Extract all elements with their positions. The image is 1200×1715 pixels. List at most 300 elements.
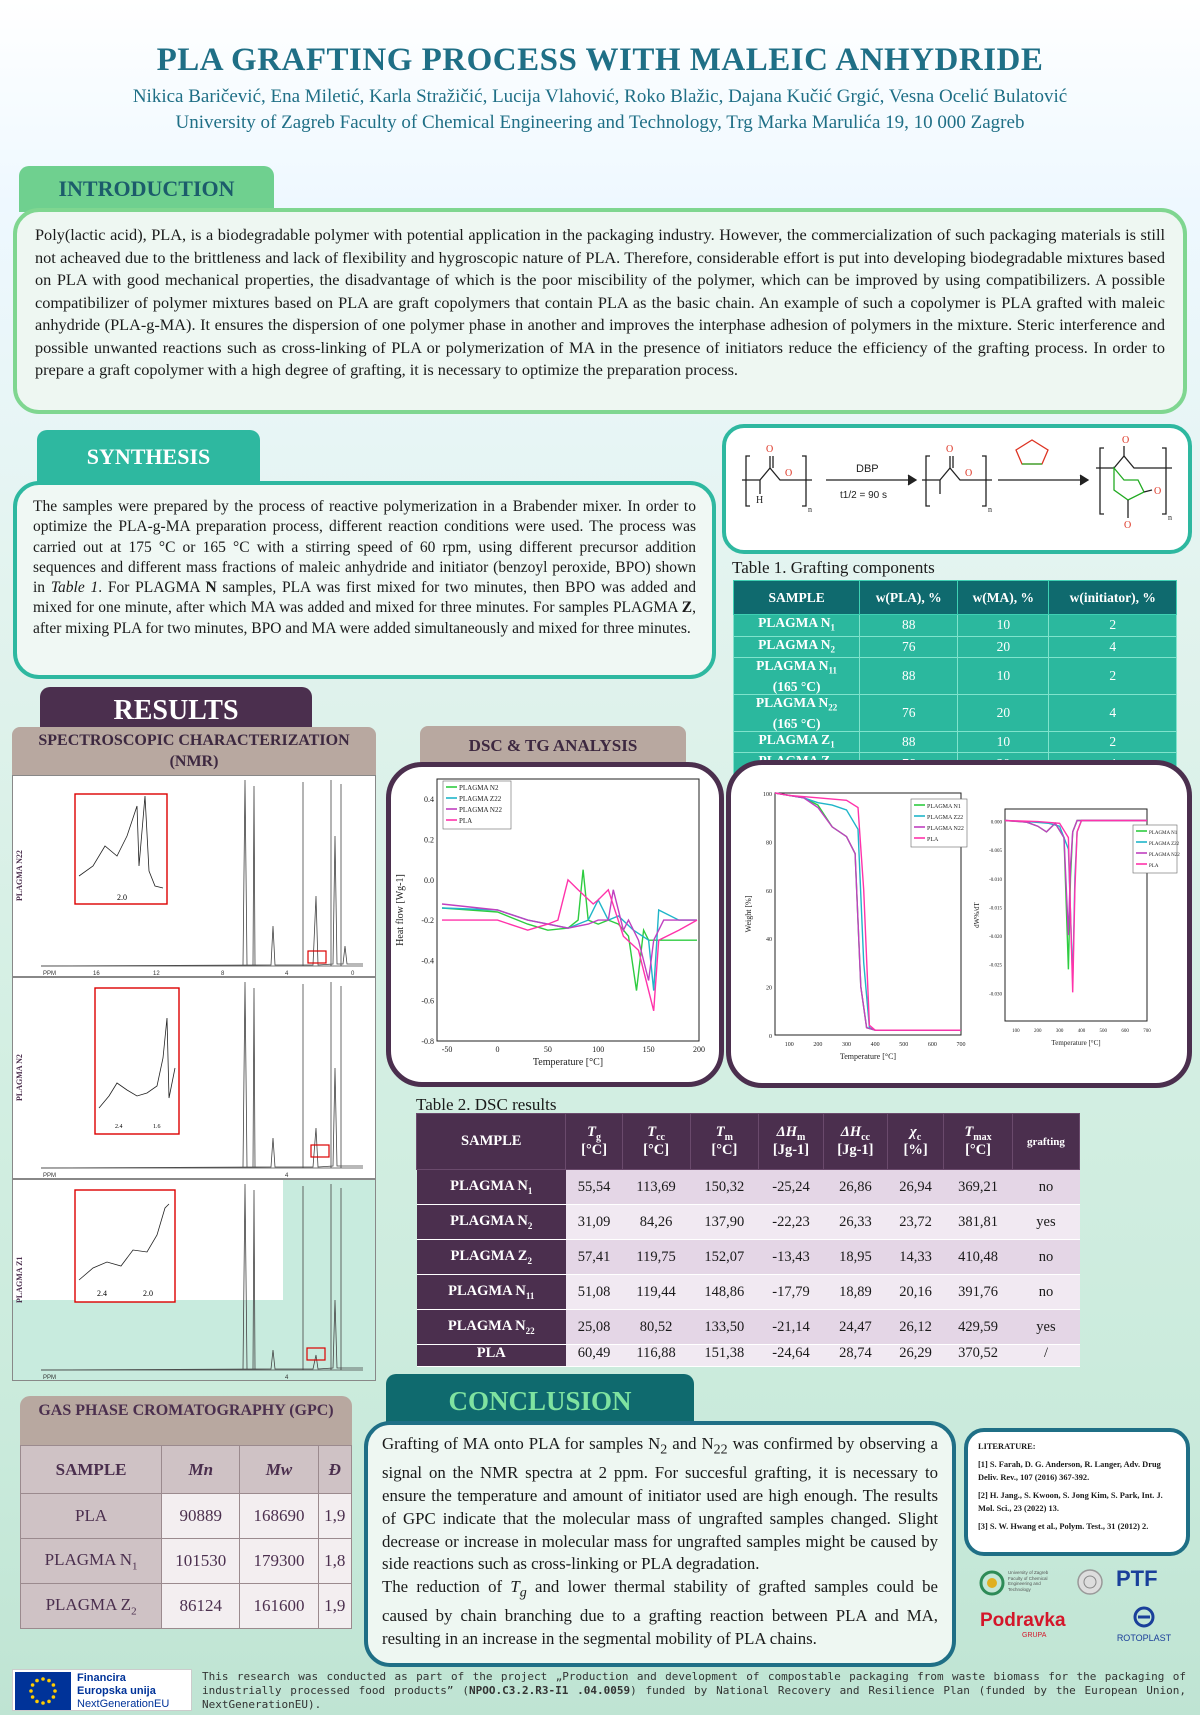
table-row [734,615,1177,637]
y-tick-label: 80 [766,840,772,847]
introduction-text: Poly(lactic acid), PLA, is a biodegradable polymer with potential application in the packaging industry. However, the commercialization of such packaging materials is still not acheaved due to the brittleness and lack of flexibility and hygroscopic nature of PLA. Therefore, considerable effort is put into developing biodegradable mixtures based on PLA with good mechanical properties, the disadvantage of which is the poor miscibility of the polymer, which can be improved by using compatibilizers. A possible compatibilizer of polymer mixtures based on PLA are graft copolymers that contain PLA as the basic chain. An example of such a copolymer is PLA grafted with maleic anhydride (PLA-g-MA). It ensures the dispersion of one polymer phase in another and improves the interphase adhesion of polymers in the mixture. Steric interference and possible unwanted reactions such as cross-linking of PLA or polymerization of MA in the presence of initiators reduce the efficiency of the grafting process. In order to prepare a graft copolymer with a high degree of grafting, it is necessary to optimize the preparation process. [35,225,1165,379]
conclusion-sub-2: 22 [713,1442,728,1458]
sample-name: PLAGMA N [758,615,831,630]
sub-n-3: n [1168,513,1172,522]
eu-line-3: NextGenerationEU [77,1698,170,1710]
table2-hm: -22,23 [759,1205,824,1240]
legend-entry: PLAGMA N1 [1149,831,1178,836]
table2-tmax: 370,52 [944,1345,1013,1367]
table1-col-3: w(initiator), % [1049,581,1177,615]
y-tick-label: 0.000 [990,820,1002,826]
table2-xc: 26,94 [887,1170,943,1205]
table2-hm: -17,79 [759,1275,824,1310]
gpc-sample [21,1539,162,1584]
table2-hm: -13,43 [759,1240,824,1275]
table2-hcc: 24,47 [823,1310,887,1345]
seal-icon [1076,1568,1104,1596]
table2-graft: no [1012,1240,1079,1275]
condition-label: t1/2 = 90 s [840,490,887,501]
o-label-7: O [1124,520,1132,531]
synthesis-heading [37,430,260,484]
eu-star [35,1679,39,1683]
x-tick-label: 500 [899,1042,909,1048]
table2 [416,1113,1080,1367]
col-sub: m [724,1131,733,1143]
table2-tcc: 116,88 [622,1345,690,1367]
y-tick-label: -0.2 [421,916,434,926]
table2-col-6 [887,1114,943,1170]
sample-name: PLAGMA N [447,1318,526,1335]
table1-sample [734,615,860,637]
gpc-body [21,1494,352,1629]
nmr-panel-2 [12,977,376,1179]
table1-pla: 88 [860,731,958,753]
dsc-heading [420,726,686,764]
tg-chart [735,765,975,1083]
univ-logo [978,1568,1058,1600]
table2-xc: 20,16 [887,1275,943,1310]
gpc-mn: 90889 [162,1494,240,1539]
table-row [417,1170,1080,1205]
table2-sample [417,1310,566,1345]
table1-ini: 4 [1049,695,1177,732]
col-label: Mw [265,1459,293,1479]
nmr-2-inset-tick-b: 1.6 [153,1124,161,1130]
sample-sub: 2 [830,644,836,655]
synthesis-table-ref: Table 1 [50,579,99,597]
table1-col-1: w(PLA), % [860,581,958,615]
x-axis-label: Temperature [°C] [839,1052,897,1061]
col-sub: cc [656,1131,665,1143]
table1-ini: 4 [1049,636,1177,658]
nmr-1-inset-tick: 2.0 [117,893,127,902]
table-row [417,1310,1080,1345]
nmr-heading-text: SPECTROSCOPIC CHARACTERIZATION (NMR) [38,732,350,770]
y-axis-label: dW%/dT [973,902,981,928]
results-heading-text: RESULTS [113,695,239,726]
sample-sub: 2 [527,1220,533,1231]
conclusion-p1-c: was confirmed by observing a signal on the NMR spectra at 2 ppm. For succesful grafting, it is necessary to ensure the temperature and amount of initiator used are high enough. The results of GPC indicate that the molecular mass of ungrafted samples changed. Slight decrease or increase in molecular mass for ungrafted samples might be caused by side reactions such as cross-linking or PLA degradation. [382,1434,939,1574]
podravka-logo-sub: GRUPA [1022,1632,1047,1639]
table-row [21,1584,352,1629]
table1-ma: 10 [958,658,1049,695]
sample-sub: 22 [828,702,838,713]
nmr-spectrum-2 [13,978,375,1178]
synthesis-heading-text: SYNTHESIS [86,444,211,469]
col-sub: g [596,1131,602,1143]
table2-tm: 133,50 [690,1310,759,1345]
eu-star [53,1689,57,1693]
table1-header-row [734,581,1177,615]
introduction-heading [19,166,274,212]
y-tick-label: 0.4 [424,795,434,805]
eu-star [41,1701,45,1705]
table1-ma: 20 [958,636,1049,658]
gpc-col-0 [21,1446,162,1494]
col-label: Đ [328,1459,341,1479]
h-label: H [756,495,764,506]
col-label: Mn [188,1459,214,1479]
legend-entry: PLAGMA Z22 [1149,842,1180,847]
x-tick-label: -50 [441,1045,453,1054]
legend-entry: PLA [459,817,473,825]
table2-tm: 152,07 [690,1240,759,1275]
x-tick-label: 150 [642,1045,655,1054]
y-tick-label: 0.0 [424,875,434,885]
table1-sample [734,695,860,732]
sample-sub: 1 [527,1185,533,1196]
conclusion-tg-t: T [510,1577,520,1597]
nmr-1-tick-0: 0 [351,971,355,976]
eu-star [41,1677,45,1681]
nmr-1-tick-12: 12 [153,971,160,976]
table2-tm: 137,90 [690,1205,759,1240]
table1-ini: 2 [1049,731,1177,753]
table1-col-2: w(MA), % [958,581,1049,615]
table1-ma: 20 [958,695,1049,732]
gpc-table [20,1445,352,1629]
table2-col-5 [823,1114,887,1170]
results-heading [40,687,312,731]
nmr-panel-1 [12,775,376,977]
nmr-1-axis-unit: PPM [43,971,57,976]
synthesis-box [13,481,716,679]
table2-tg: 51,08 [566,1275,622,1310]
table2-tg: 25,08 [566,1310,622,1345]
table1-caption: Table 1. Grafting components [732,558,935,577]
sample-name: PLAGMA N [44,1549,133,1569]
x-tick-label: 600 [927,1042,937,1048]
nmr-2-inset-tick-a: 2.4 [115,1124,123,1130]
x-tick-label: 200 [813,1042,823,1048]
legend-entry: PLAGMA N22 [1149,853,1180,858]
eu-logo [12,1669,192,1711]
table-row [417,1240,1080,1275]
x-tick-label: 700 [956,1042,966,1048]
table2-hcc: 26,33 [823,1205,887,1240]
table2-tcc: 113,69 [622,1170,690,1205]
sample-name: PLA [75,1506,108,1525]
sample-sub: 22 [525,1325,535,1336]
table2-sample [417,1275,566,1310]
literature-box [964,1428,1190,1556]
table2-tg: 55,54 [566,1170,622,1205]
table2-tmax: 410,48 [944,1240,1013,1275]
x-tick-label: 200 [1034,1029,1042,1034]
eu-star [52,1695,56,1699]
table2-graft: yes [1012,1205,1079,1240]
gpc-mw: 168690 [240,1494,318,1539]
table2-hcc: 18,95 [823,1240,887,1275]
sample-sub: 1 [830,622,836,633]
sample-name: PLAGMA Z [758,731,831,747]
eu-star [52,1683,56,1687]
conclusion-p1-a: Grafting of MA onto PLA for samples N [382,1434,661,1453]
table2-tm: 151,38 [690,1345,759,1367]
x-tick-label: 500 [1099,1029,1108,1034]
rotoplast-logo [1104,1606,1184,1643]
table2-hm: -25,24 [759,1170,824,1205]
podravka-logo [980,1610,1080,1639]
table2-graft: no [1012,1275,1079,1310]
y-tick-label: -0.005 [989,849,1002,855]
x-tick-label: 50 [543,1045,552,1054]
gpc-sample [21,1494,162,1539]
x-tick-label: 200 [693,1045,705,1054]
x-tick-label: 100 [784,1042,794,1048]
y-tick-label: 60 [766,888,772,895]
eu-star [47,1679,51,1683]
conclusion-text-2 [382,1576,938,1651]
sample-sub: 1 [830,739,835,750]
introduction-heading-text: INTRODUCTION [58,176,235,201]
table2-tmax: 391,76 [944,1275,1013,1310]
col-unit: [°C] [711,1142,738,1159]
gpc-col-3 [318,1446,351,1494]
table1-pla: 76 [860,695,958,732]
col-symbol: χ [909,1123,917,1140]
poster-title: PLA GRAFTING PROCESS WITH MALEIC ANHYDRIDE [156,42,1044,78]
col-label: SAMPLE [55,1459,127,1479]
table1-pla: 76 [860,636,958,658]
table2-tg: 57,41 [566,1240,622,1275]
table2-graft: no [1012,1170,1079,1205]
synthesis-text-a: The samples were prepared by the process of reactive polymerization in a Brabender mixer. In order to optimize the PLA-g-MA preparation process, different reaction conditions were used. The process was carried out at 175 °C or 165 °C with a stirring speed of 60 rpm, using different precursor addition sequences and different mass fractions of maleic anhydride and initiator (benzoyl peroxide, BPO) shown in [33,498,696,597]
gpc-d: 1,9 [318,1584,351,1629]
col-unit: [°C] [965,1142,992,1159]
sample-temp: (165 °C) [772,715,821,731]
table2-xc: 26,12 [887,1310,943,1345]
x-tick-label: 100 [592,1045,605,1054]
table2-col-2 [622,1114,690,1170]
col-sub: cc [861,1131,870,1143]
col-symbol: T [587,1123,597,1140]
eu-star [31,1683,35,1687]
gpc-mw: 161600 [240,1584,318,1629]
table2-header-row [417,1114,1080,1170]
sample-name: PLAGMA N [755,695,829,711]
nmr-2-tick-4: 4 [285,1173,289,1178]
y-tick-label: -0.030 [989,992,1002,998]
literature-ref-1: [1] S. Farah, D. G. Anderson, R. Langer, Adv. Drug Deliv. Rev., 107 (2016) 367-392. [978,1460,1161,1482]
x-tick-label: 0 [495,1045,500,1054]
x-tick-label: 100 [1012,1029,1020,1034]
funding-text-b: ) funded by National Recovery and Resilience Plan (funded by the European Union, NextGenerationEU). [202,1684,1186,1711]
gpc-sample [21,1584,162,1629]
table2-tg: 60,49 [566,1345,622,1367]
table1-body [734,615,1177,775]
podravka-logo-text: Podravka [980,1610,1066,1631]
funding-text-a: This research was conducted as part of the project „Production and development of compostable packaging from waste biomass for the packaging of industrially processed food products” ( [202,1670,1186,1697]
project-code: NPOO.C3.2.R3-I1 .04.0059 [468,1684,631,1697]
table1-pla: 88 [860,658,958,695]
legend-entry: PLAGMA Z22 [927,815,964,821]
gpc-mn: 101530 [162,1539,240,1584]
tg-chart-box [726,760,1192,1088]
nmr-1-tick-4: 4 [285,971,289,976]
table2-graft: / [1012,1345,1079,1367]
gpc-heading-text: GAS PHASE CROMATOGRAPHY (GPC) [38,1402,334,1419]
table2-hcc: 18,89 [823,1275,887,1310]
y-axis-label: Heat flow [Wg-1] [395,874,406,946]
table2-tm: 150,32 [690,1170,759,1205]
table2-sample [417,1240,566,1275]
table1-ma: 10 [958,615,1049,637]
synthesis-text-d: , after mixing PLA for two minutes, BPO and MA were added simultaneously and mixed for three minutes. [33,599,696,637]
y-axis-label: Weight [%] [744,895,753,933]
ptf-logo: PTF [1116,1566,1158,1591]
nmr-2-axis-unit: PPM [43,1173,57,1178]
synthesis-z: Z [681,599,693,617]
conclusion-sub-1: 2 [660,1442,668,1458]
eu-star [47,1700,51,1704]
table-row [734,695,1177,732]
literature-ref-2: [2] H. Jang., S. Kwoon, S. Jong Kim, S. Park, Int. J. Mol. Sci., 23 (2022) 13. [978,1491,1163,1513]
reagent-label: DBP [856,463,879,475]
legend-entry: PLA [927,837,939,843]
nmr-panel-2-label: PLAGMA N2 [15,1054,24,1102]
col-unit: [Jg-1] [837,1142,874,1159]
col-sub: c [916,1131,922,1143]
table-row [417,1275,1080,1310]
y-tick-label: -0.015 [989,906,1002,912]
eu-star [35,1700,39,1704]
eu-line-2: Europska unija [77,1685,156,1697]
nmr-heading [12,727,376,775]
table2-xc: 14,33 [887,1240,943,1275]
table2-hm: -24,64 [759,1345,824,1367]
sample-sub: 2 [131,1605,137,1618]
author-list: Nikica Baričević, Ena Miletić, Karla Stražičić, Lucija Vlahović, Roko Blažic, Dajana Kučić Grgić, Vesna Ocelić Bulatović [132,86,1068,107]
legend-entry: PLA [1149,864,1159,869]
legend-entry: PLAGMA N22 [927,826,964,832]
legend-entry: PLAGMA N22 [459,806,502,814]
conclusion-tg-sub: g [519,1585,527,1601]
col-symbol: SAMPLE [461,1133,522,1149]
gpc-d: 1,8 [318,1539,351,1584]
table2-tcc: 119,44 [622,1275,690,1310]
table2-sample [417,1345,566,1367]
table2-tmax: 369,21 [944,1170,1013,1205]
table-row [734,658,1177,695]
literature-ref-3: [3] S. W. Hwang et al., Polym. Test., 31 (2012) 2. [978,1522,1149,1531]
table2-caption: Table 2. DSC results [416,1095,557,1114]
conclusion-text-1 [382,1433,938,1576]
x-axis-label: Temperature [°C] [1051,1039,1101,1047]
table2-tg: 31,09 [566,1205,622,1240]
x-tick-label: 400 [1077,1029,1086,1034]
y-tick-label: -0.020 [989,935,1002,941]
y-tick-label: -0.8 [421,1037,434,1046]
sample-name: PLAGMA Z [450,1248,528,1265]
dtg-chart [971,765,1187,1083]
nmr-panel-3-label: PLAGMA Z1 [15,1256,24,1304]
table1-sample [734,636,860,658]
table2-tmax: 381,81 [944,1205,1013,1240]
table-row [21,1539,352,1584]
eu-line-1: Financira [77,1672,126,1684]
col-symbol: grafting [1027,1135,1065,1148]
table-row [734,731,1177,753]
nmr-1-tick-16: 16 [93,971,100,976]
table1-sample [734,658,860,695]
conclusion-p2-b: and lower thermal stability of grafted samples could be caused by chain branching due to a grafting reaction between PLA and MA, resulting in an increase in the segmental mobility of PLA chains. [382,1577,939,1649]
o-label-6: O [1154,486,1162,497]
nmr-3-inset-tick-b: 2.0 [143,1289,153,1298]
sample-temp: (165 °C) [772,679,821,695]
eu-star [31,1695,35,1699]
table2-sample [417,1205,566,1240]
table2-graft: yes [1012,1310,1079,1345]
table2-tcc: 119,75 [622,1240,690,1275]
x-tick-label: 700 [1143,1029,1151,1034]
nmr-panel-1-label: PLAGMA N22 [15,850,24,902]
sample-name: PLAGMA N [758,636,831,652]
table2-col-8 [1012,1114,1079,1170]
synthesis-text-c: samples, PLA was first mixed for two minutes, then BPO was added and mixed for one minute, after which MA was added and mixed for three minutes. For samples PLAGMA [33,579,697,617]
gpc-mn: 86124 [162,1584,240,1629]
col-symbol: ΔH [840,1123,862,1140]
col-sub: m [797,1131,806,1143]
table1-pla: 88 [860,615,958,637]
nmr-3-axis-unit: PPM [43,1375,57,1380]
y-tick-label: -0.025 [989,963,1002,969]
affiliation: University of Zagreb Faculty of Chemical Engineering and Technology, Trg Marka Marulića 19, 10 000 Zagreb [175,112,1025,133]
table2-body [417,1170,1080,1367]
table2-col-3 [690,1114,759,1170]
sample-sub: 1 [132,1560,138,1573]
table-row [417,1205,1080,1240]
gpc-col-2 [240,1446,318,1494]
table-row [417,1345,1080,1367]
sub-n-1: n [808,505,812,514]
col-symbol: T [647,1123,657,1140]
table2-xc: 23,72 [887,1205,943,1240]
univ-logo-text: University of Zagreb Faculty of Chemical Engineering and Technology [1008,1570,1049,1592]
col-unit: [Jg-1] [772,1142,810,1159]
table2-col-7 [944,1114,1013,1170]
rotoplast-logo-text: ROTOPLAST [1116,1633,1172,1643]
sample-sub: 2 [527,1255,532,1266]
synthesis-n: N [205,579,217,597]
col-symbol: T [715,1123,725,1140]
table2-tcc: 80,52 [622,1310,690,1345]
eu-star [29,1689,33,1693]
nmr-spectrum-3 [13,1180,375,1380]
funding-statement [202,1670,1186,1712]
dsc-chart [391,767,719,1082]
sample-name: PLAGMA N [448,1283,526,1300]
x-tick-label: 400 [870,1042,880,1048]
o-label-1: O [766,444,774,455]
table2-sample [417,1170,566,1205]
rotoplast-icon [1132,1606,1156,1628]
table2-tcc: 84,26 [622,1205,690,1240]
conclusion-box [364,1421,956,1667]
table1-ma: 10 [958,731,1049,753]
y-tick-label: 0.2 [424,835,434,845]
table1-ini: 2 [1049,658,1177,695]
x-axis-label: Temperature [°C] [532,1057,604,1068]
col-unit: [°C] [581,1142,608,1159]
eu-flag-icon [15,1672,71,1710]
table-row [21,1494,352,1539]
dsc-chart-box [386,762,724,1087]
table-row [734,636,1177,658]
table2-col-4 [759,1114,824,1170]
nmr-spectrum-1 [13,776,375,976]
nmr-1-tick-8: 8 [221,971,225,976]
